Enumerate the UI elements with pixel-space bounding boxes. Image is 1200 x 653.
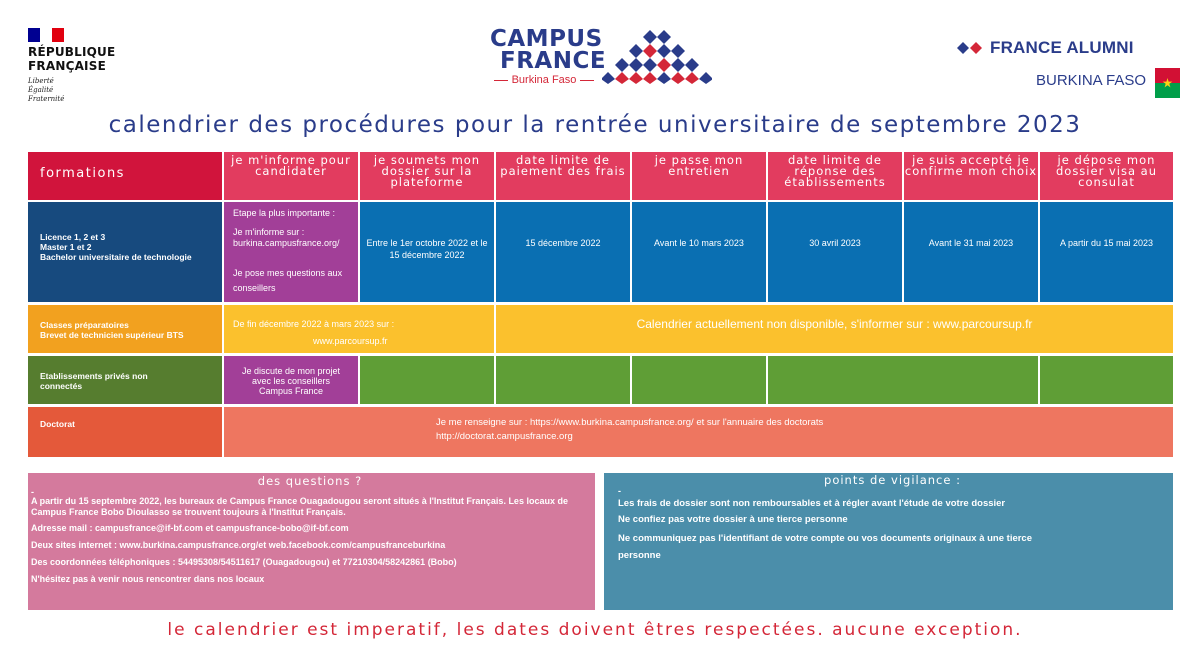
vigilance-item-3: Ne communiquez pas l'identifiant de votre compte ou vos documents originaux à une tierce personne bbox=[618, 533, 1033, 561]
questions-item-4: Des coordonnées téléphoniques : 54495308/54511617 (Ouagadougou) et 77210304/58242861 (Bobo) bbox=[31, 557, 457, 567]
campus-france-word2: FRANCE bbox=[500, 48, 607, 74]
row-label-prepa-line2: Brevet de technicien supérieur BTS bbox=[40, 330, 184, 340]
page-title: calendrier des procédures pour la rentrée universitaire de septembre 2023 bbox=[108, 112, 1082, 138]
questions-item-1: A partir du 15 septembre 2022, les bureaux de Campus France Ouagadougou seront situés à l'Institut Français. Les locaux de Campus France Bobo Dioulasso se trouvent toujours à l'Institut Français. bbox=[31, 496, 568, 517]
col-header-confirm: je suis accepté je confirme mon choix bbox=[904, 152, 1038, 200]
col-header-response: date limite de réponse des établissements bbox=[768, 152, 902, 200]
vigilance-title: points de vigilance : bbox=[824, 473, 961, 487]
motto-egalite: Égalité bbox=[28, 86, 54, 94]
vigilance-mark: - bbox=[618, 486, 621, 496]
licence-confirm-cell: Avant le 31 mai 2023 bbox=[904, 202, 1038, 302]
motto-fraternite: Fraternité bbox=[28, 95, 65, 103]
prive-empty-cell bbox=[1040, 356, 1173, 404]
row-label-doctorat: Doctorat bbox=[28, 407, 222, 457]
prive-inform-line3: Campus France bbox=[258, 386, 324, 396]
alumni-country: BURKINA FASO bbox=[1036, 72, 1147, 89]
row-label-licence bbox=[28, 202, 222, 302]
row-label-prepa bbox=[28, 305, 222, 353]
republique-line1: RÉPUBLIQUE bbox=[28, 45, 116, 59]
questions-item-3: Deux sites internet : www.burkina.campusfrance.org/et web.facebook.com/campusfranceburkina bbox=[31, 540, 446, 550]
licence-submit-cell: Entre le 1er octobre 2022 et le 15 décembre 2022 bbox=[360, 202, 494, 302]
prepa-inform-cell bbox=[224, 305, 494, 353]
questions-title: des questions ? bbox=[257, 474, 363, 488]
vigilance-item-1: Les frais de dossier sont non remboursables et à régler avant l'étude de votre dossier bbox=[618, 498, 1006, 509]
vigilance-item-2: Ne confiez pas votre dossier à une tierce personne bbox=[618, 514, 848, 525]
questions-item-5: N'hésitez pas à venir nous rencontrer dans nos locaux bbox=[31, 574, 265, 584]
questions-item-2: Adresse mail : campusfrance@if-bf.com et campusfrance-bobo@if-bf.com bbox=[31, 523, 349, 533]
republique-motto bbox=[28, 77, 138, 104]
prive-empty-cell bbox=[768, 356, 1038, 404]
row-label-licence-line3: Bachelor universitaire de technologie bbox=[40, 252, 192, 262]
prive-empty-cell bbox=[360, 356, 494, 404]
licence-payment-cell: 15 décembre 2022 bbox=[496, 202, 630, 302]
licence-visa-cell: A partir du 15 mai 2023 bbox=[1040, 202, 1173, 302]
licence-inform-site: Je m'informe sur : burkina.campusfrance.org/ bbox=[233, 227, 340, 248]
campus-france-logo bbox=[488, 28, 718, 88]
col-header-visa: je dépose mon dossier visa au consulat bbox=[1040, 152, 1173, 200]
row-label-prive-line2: connectés bbox=[40, 381, 83, 391]
licence-interview-cell: Avant le 10 mars 2023 bbox=[632, 202, 766, 302]
prive-empty-cell bbox=[496, 356, 630, 404]
motto-liberte: Liberté bbox=[28, 77, 54, 85]
campus-france-subtitle: Burkina Faso bbox=[488, 74, 600, 86]
prepa-inform-site: www.parcoursup.fr bbox=[313, 336, 388, 346]
row-label-prive bbox=[28, 356, 222, 404]
licence-response-cell: 30 avril 2023 bbox=[768, 202, 902, 302]
republique-line2: FRANÇAISE bbox=[28, 59, 106, 73]
licence-inform-step: Etape la plus importante : bbox=[233, 208, 336, 218]
row-label-prive-line1: Etablissements privés non bbox=[40, 371, 148, 381]
questions-mark: - bbox=[31, 487, 34, 497]
prepa-notice-cell: Calendrier actuellement non disponible, s'informer sur : www.parcoursup.fr bbox=[496, 305, 1173, 353]
col-header-submit: je soumets mon dossier sur la plateforme bbox=[360, 152, 494, 200]
campus-france-word1: CAMPUS bbox=[490, 26, 603, 52]
prepa-inform-period: De fin décembre 2022 à mars 2023 sur : bbox=[233, 319, 395, 329]
doctorat-info-cell bbox=[224, 407, 1173, 457]
prive-inform-line1: Je discute de mon projet bbox=[241, 366, 341, 376]
licence-inform-cell bbox=[224, 202, 358, 302]
vigilance-box bbox=[604, 473, 1173, 610]
col-header-interview: je passe mon entretien bbox=[632, 152, 766, 200]
row-label-licence-line1: Licence 1, 2 et 3 bbox=[40, 232, 106, 242]
prive-inform-cell bbox=[224, 356, 358, 404]
prive-empty-cell bbox=[632, 356, 766, 404]
france-alumni-logo bbox=[956, 38, 1134, 58]
footer-warning: le calendrier est imperatif, les dates doivent êtres respectées. aucune exception. bbox=[167, 620, 1023, 640]
licence-inform-questions: Je pose mes questions aux conseillers bbox=[233, 268, 343, 293]
prive-inform-line2: avec les conseillers bbox=[251, 376, 331, 386]
burkina-faso-flag-icon bbox=[1155, 68, 1180, 98]
marianne-flag-icon bbox=[28, 28, 64, 42]
col-header-payment: date limite de paiement des frais bbox=[496, 152, 630, 200]
france-alumni-name: FRANCE ALUMNI bbox=[990, 38, 1134, 57]
doctorat-info-line2: http://doctorat.campusfrance.org bbox=[436, 431, 573, 442]
republique-francaise-logo bbox=[28, 28, 138, 104]
france-alumni-diamonds-icon bbox=[956, 41, 984, 55]
row-label-prepa-line1: Classes préparatoires bbox=[40, 320, 129, 330]
col-header-inform: je m'informe pour candidater bbox=[224, 152, 358, 200]
questions-box bbox=[28, 473, 595, 610]
campus-france-diamonds-icon bbox=[602, 28, 712, 84]
row-label-licence-line2: Master 1 et 2 bbox=[40, 242, 92, 252]
doctorat-info-line1: Je me renseigne sur : https://www.burkina.campusfrance.org/ et sur l'annuaire des doctorats bbox=[436, 417, 824, 428]
col-header-formations: formations bbox=[28, 152, 222, 200]
